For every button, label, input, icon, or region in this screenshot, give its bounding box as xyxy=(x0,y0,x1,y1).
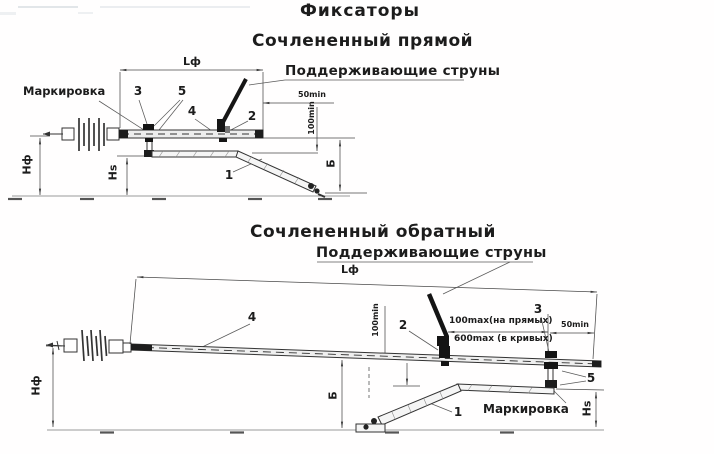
reverse-dim-hf xyxy=(46,346,62,427)
straight-part-1: 1 xyxy=(224,168,234,182)
reverse-title: Сочлененный обратный xyxy=(250,222,496,242)
straight-dim-50min-label: 50min xyxy=(298,90,326,99)
reverse-part-2: 2 xyxy=(398,318,408,332)
straight-dim-hs-label: Нs xyxy=(106,164,120,181)
reverse-dim-b-label: Б xyxy=(326,391,340,400)
reverse-insulator xyxy=(46,330,131,361)
straight-dim-hf-label: Нф xyxy=(20,154,34,175)
straight-ground-line xyxy=(8,196,350,199)
straight-support-strings-label: Поддерживающие струны xyxy=(285,63,501,79)
reverse-part-3: 3 xyxy=(533,302,543,316)
reverse-dim-50min-label: 50min xyxy=(561,320,589,329)
reverse-dim-100min-label: 100min xyxy=(371,303,380,337)
straight-part-3: 3 xyxy=(133,84,143,98)
straight-part-4: 4 xyxy=(187,104,197,118)
reverse-ground-line xyxy=(47,430,604,433)
straight-part-5: 5 xyxy=(177,84,187,98)
reverse-dim-lf-label: Lф xyxy=(341,263,359,276)
straight-support-strings-leader xyxy=(249,80,464,85)
straight-dim-100min-label: 100min xyxy=(307,101,316,135)
straight-title: Сочлененный прямой xyxy=(252,31,474,51)
reverse-dim-600max-label: 600max (в кривых) xyxy=(454,334,553,344)
straight-dim-hs xyxy=(117,156,147,195)
straight-marking-label: Маркировка xyxy=(23,84,106,98)
reverse-part-1: 1 xyxy=(453,405,463,419)
page-title: Фиксаторы xyxy=(300,1,420,21)
reverse-main-rod xyxy=(131,344,601,367)
straight-dim-b-label: Б xyxy=(324,159,338,168)
reverse-part-5: 5 xyxy=(586,371,596,385)
reverse-marking-label: Маркировка xyxy=(483,402,569,416)
reverse-dim-100max-label: 100max(на прямых) xyxy=(449,316,553,326)
reverse-dim-hf-label: Нф xyxy=(29,375,43,396)
straight-dim-lf-label: Lф xyxy=(183,55,201,68)
straight-part-2: 2 xyxy=(247,109,257,123)
straight-strut xyxy=(152,151,325,197)
reverse-support-strings-label: Поддерживающие струны xyxy=(316,245,547,261)
reverse-articulation-clamp xyxy=(544,351,558,388)
straight-dim-lf xyxy=(120,70,263,131)
reverse-dim-hs-label: Нs xyxy=(580,400,594,417)
straight-insulator xyxy=(43,118,119,151)
straight-main-rod xyxy=(119,130,263,138)
reverse-part-4: 4 xyxy=(247,310,257,324)
